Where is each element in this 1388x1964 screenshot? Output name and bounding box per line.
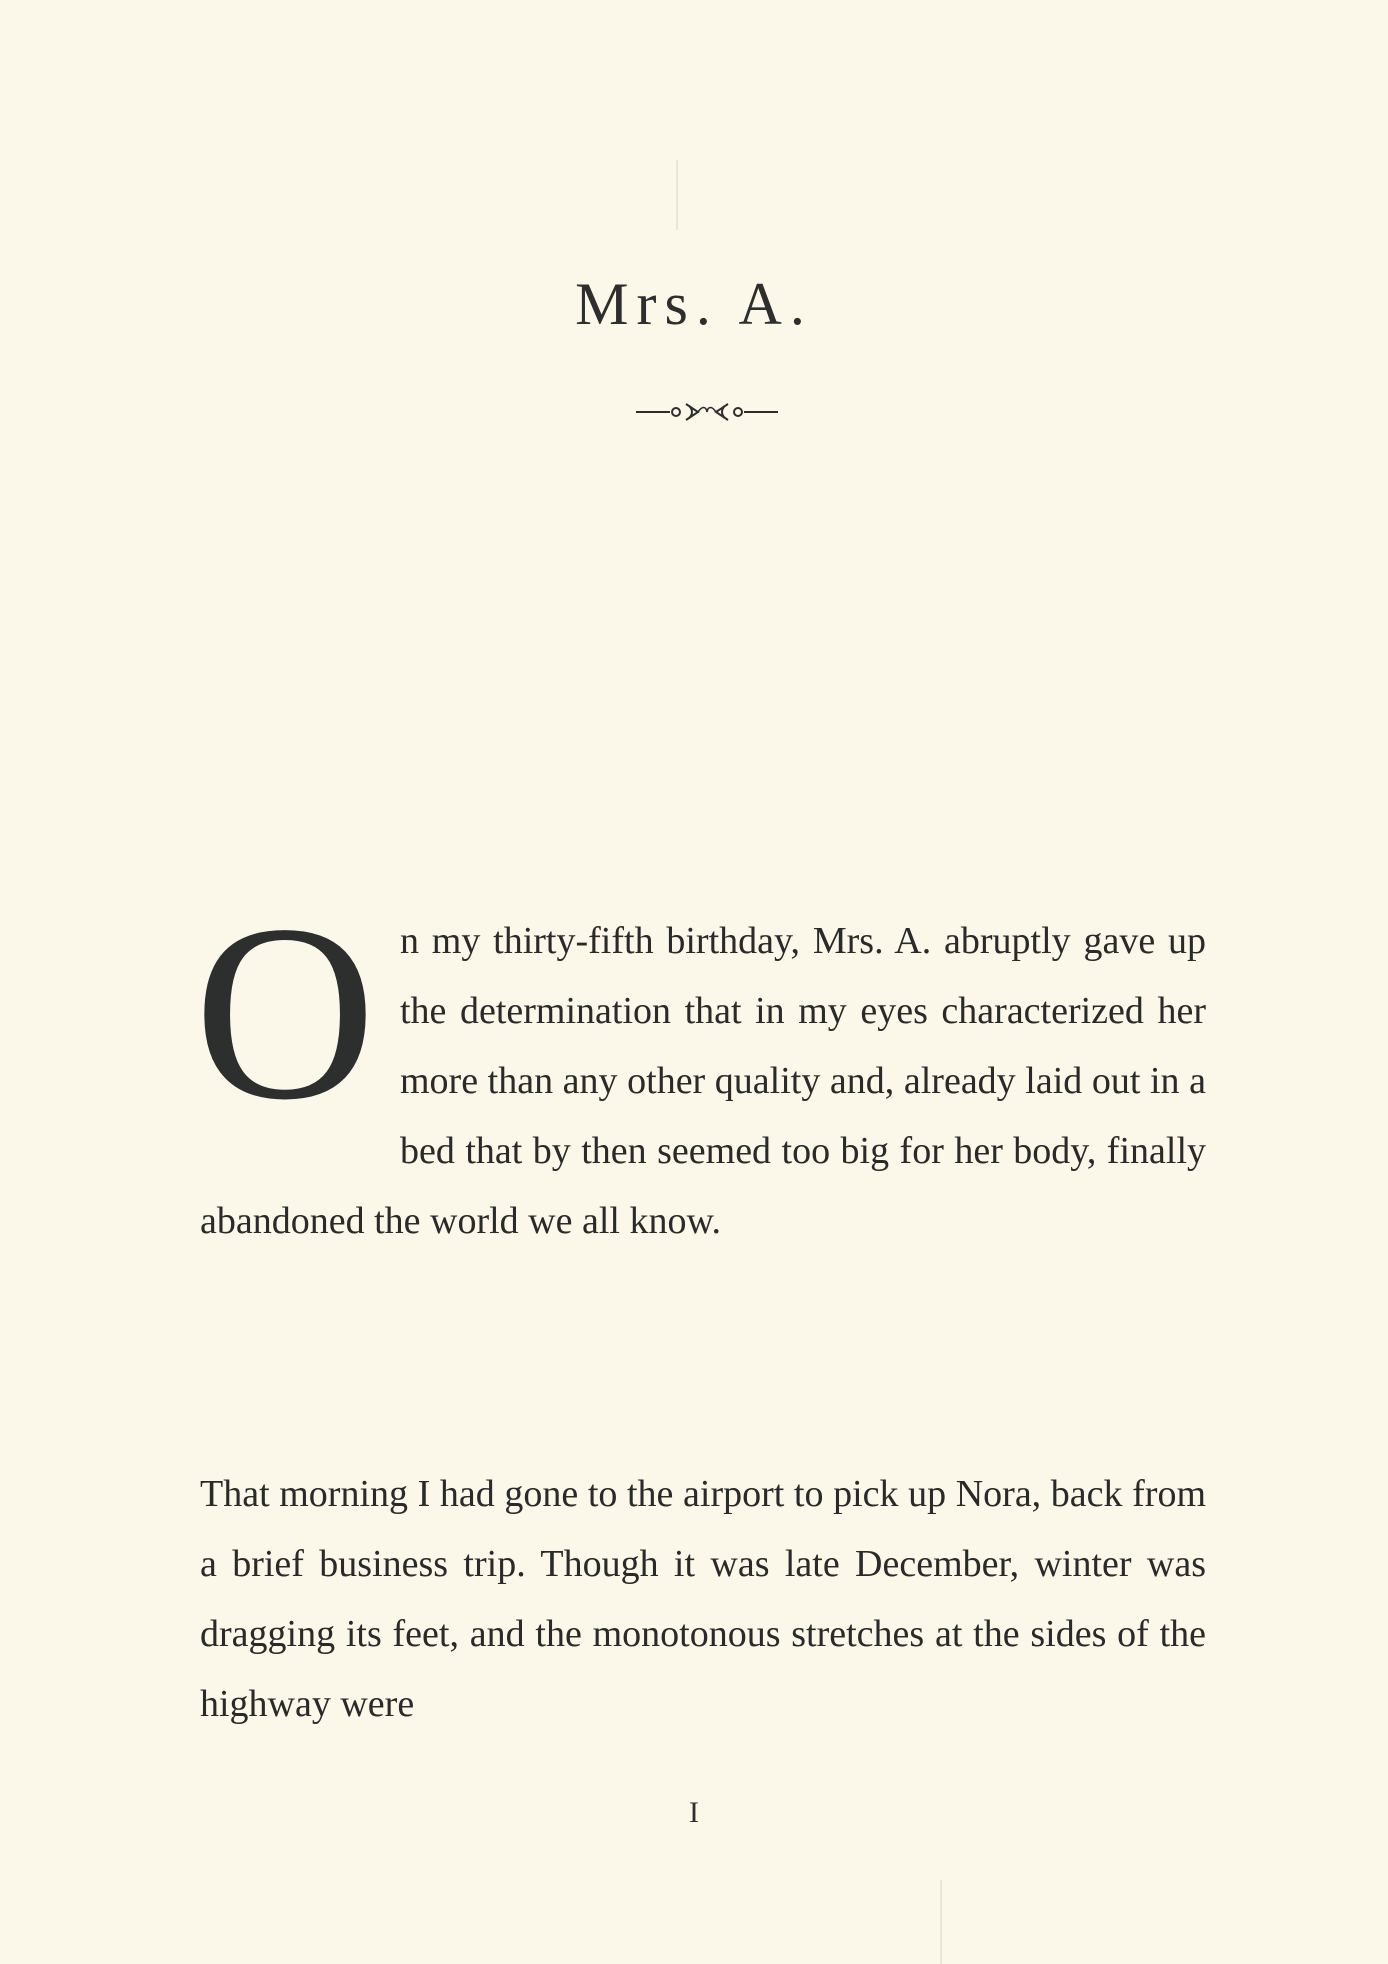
scan-crease-bottom bbox=[940, 1880, 942, 1964]
second-paragraph bbox=[200, 1459, 1206, 1739]
paragraph-1 bbox=[194, 872, 1206, 1256]
opening-paragraph bbox=[194, 872, 1206, 1256]
scan-crease-top bbox=[676, 160, 678, 230]
fleuron-divider-icon bbox=[636, 398, 778, 426]
paragraph-1-text: n my thirty-fifth birthday, Mrs. A. abruptly gave up the determination that in my eyes characterized her more than any other quality and, already laid out in a bed that by then seemed too big for her body, finally abandoned the world we all know. bbox=[200, 920, 1206, 1242]
page-number: I bbox=[689, 1796, 699, 1829]
drop-cap: O bbox=[194, 872, 376, 1152]
chapter-title: Mrs. A. bbox=[575, 271, 813, 337]
paragraph-2-text: That morning I had gone to the airport to pick up Nora, back from a brief business trip. Though it was late December, winter was dragging its feet, and the monotonous stretches at the sides of the highway were bbox=[200, 1473, 1206, 1725]
